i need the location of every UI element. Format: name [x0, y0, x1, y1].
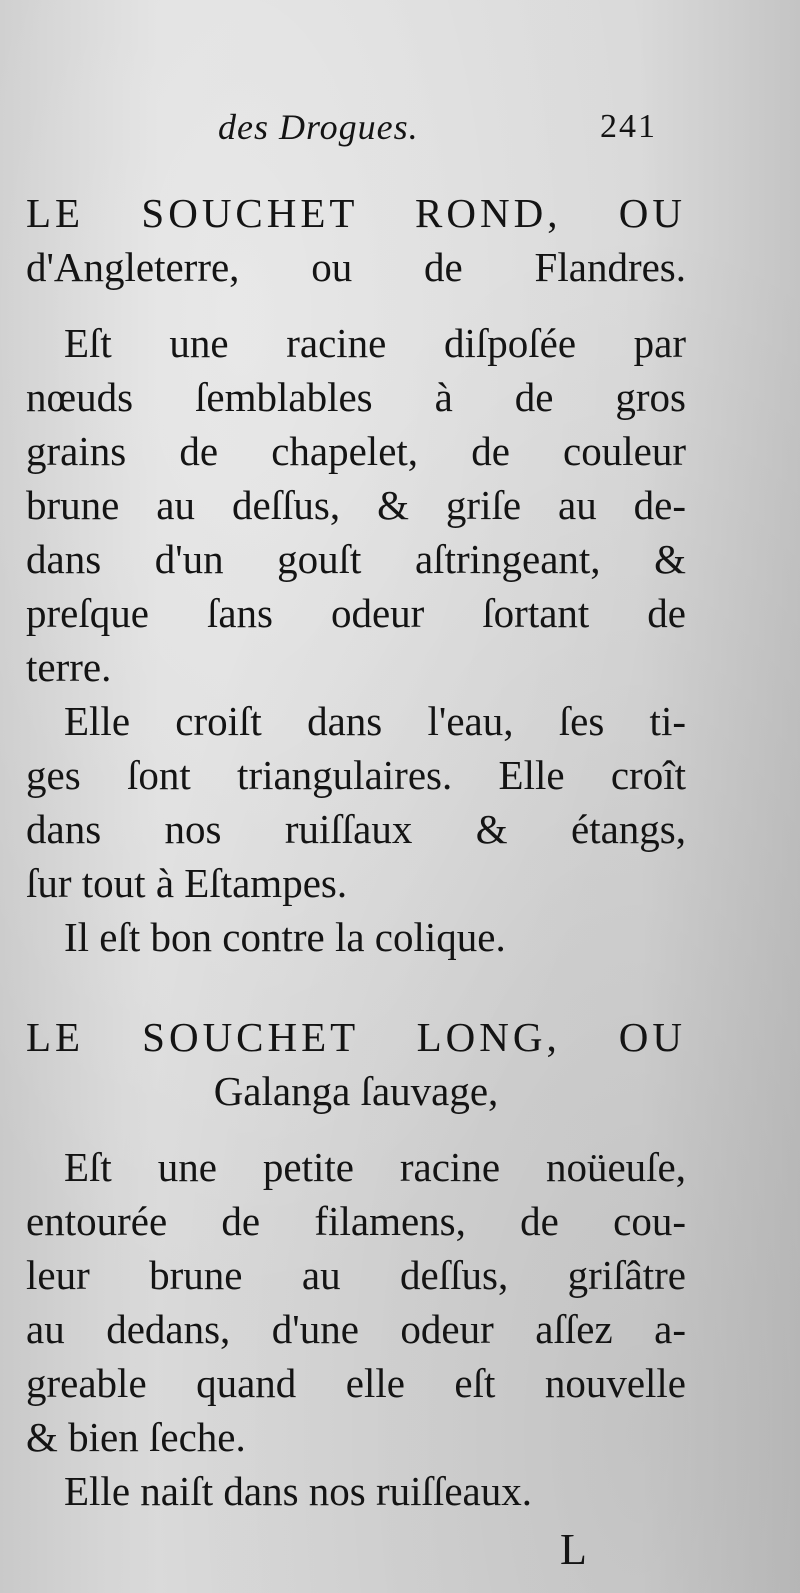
paragraph-line: ges ſont triangulaires. Elle croît: [26, 752, 686, 798]
page-header: [0, 100, 800, 160]
paragraph-line: ſur tout à Eſtampes.: [26, 860, 348, 906]
paragraph-line: Eſt une racine diſpoſée par: [64, 320, 686, 366]
paragraph-line: brune au deſſus, & griſe au de-: [26, 482, 686, 528]
paragraph-line: grains de chapelet, de couleur: [26, 428, 686, 474]
catchword: L: [560, 1525, 587, 1574]
entry-heading-line: Galanga ſauvage,: [213, 1068, 499, 1114]
paragraph-line: Elle naiſt dans nos ruiſſeaux.: [64, 1468, 532, 1514]
running-title: des Drogues.: [218, 107, 419, 147]
page-number: 241: [600, 108, 657, 145]
paragraph-line: Il eſt bon contre la colique.: [64, 914, 506, 960]
paragraph-line: Elle croiſt dans l'eau, ſes ti-: [64, 698, 686, 744]
paragraph-line: greable quand elle eſt nouvelle: [26, 1360, 686, 1406]
entry-heading-line: LE SOUCHET ROND, OU: [26, 190, 686, 236]
paragraph-line: dans d'un gouſt aſtringeant, &: [26, 536, 686, 582]
entry-heading-line: LE SOUCHET LONG, OU: [26, 1014, 686, 1060]
paragraph-line: nœuds ſemblables à de gros: [26, 374, 686, 420]
paragraph-line: preſque ſans odeur ſortant de: [26, 590, 686, 636]
paragraph-line: & bien ſeche.: [26, 1414, 246, 1460]
paragraph-line: dans nos ruiſſaux & étangs,: [26, 806, 686, 852]
paragraph-line: au dedans, d'une odeur aſſez a-: [26, 1306, 686, 1352]
paragraph-line: entourée de filamens, de cou-: [26, 1198, 686, 1244]
paragraph-line: terre.: [26, 644, 112, 690]
paragraph-line: Eſt une petite racine noüeuſe,: [64, 1144, 686, 1190]
entry-heading-line: d'Angleterre, ou de Flandres.: [26, 244, 686, 290]
paragraph-line: leur brune au deſſus, griſâtre: [26, 1252, 686, 1298]
